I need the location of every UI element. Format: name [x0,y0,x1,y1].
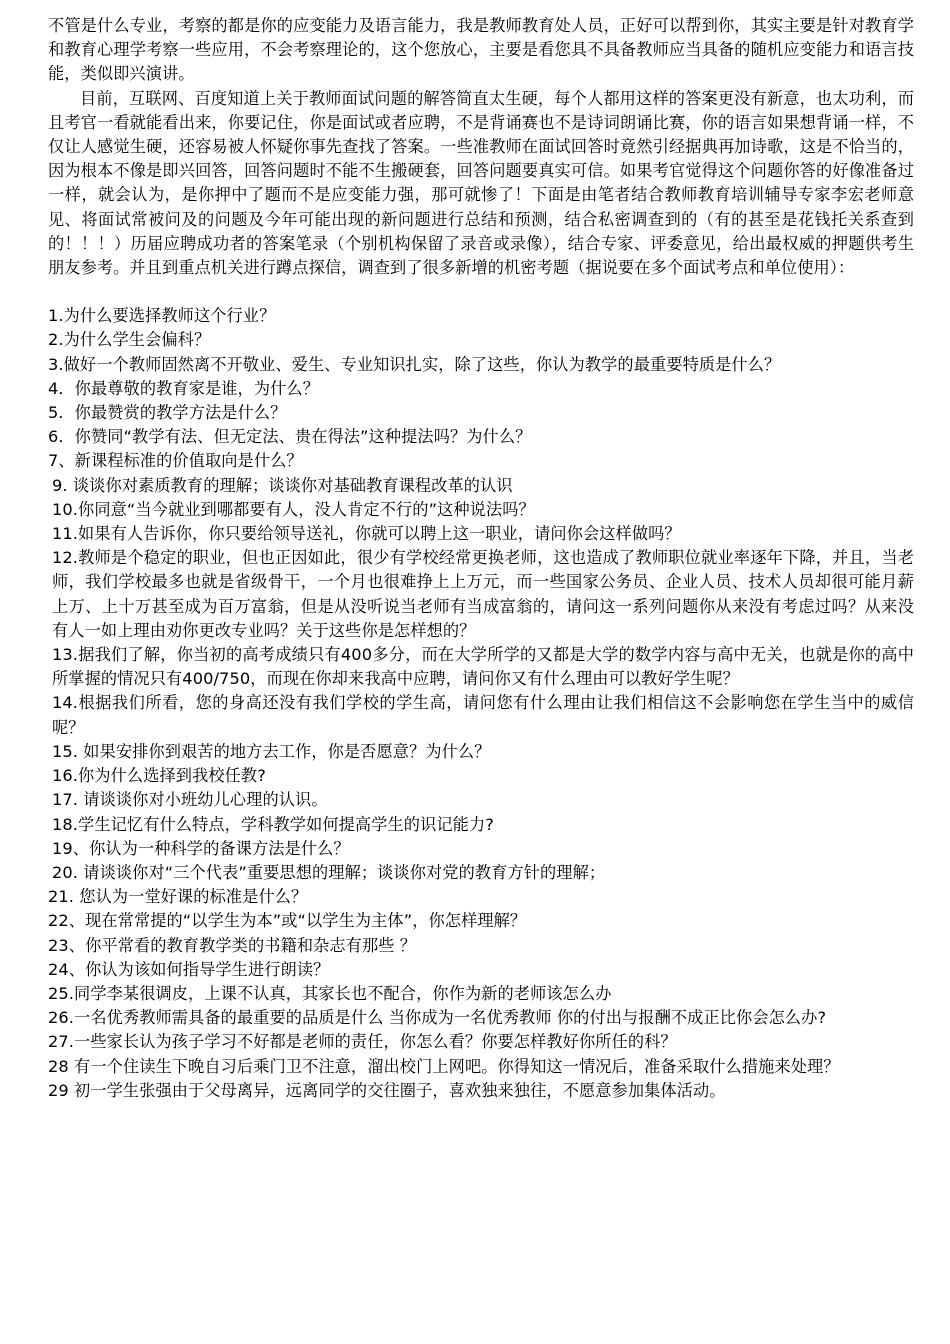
question-item: 29 初一学生张强由于父母离异，远离同学的交往圈子，喜欢独来独往，不愿意参加集体活动。 [48,1080,726,1100]
question-item: 10.你同意“当今就业到哪都要有人，没人肯定不行的”这种说法吗？ [52,499,535,519]
question-item: 15. 如果安排你到艰苦的地方去工作，你是否愿意？为什么？ [52,741,491,761]
question-item: 26.一名优秀教师需具备的最重要的品质是什么 当你成为一名优秀教师 你的付出与报酬不成正比你会怎么办? [48,1008,827,1028]
question-item: 12.教师是个稳定的职业，但也正因如此，很少有学校经常更换老师，这也造成了教师职位就业率逐年下降，并且，当老师，我们学校最多也就是省级骨干，一个月也很难挣上上万元，而一些国家公务员、企业人员、技术人员却很可能月薪上万、上十万甚至成为百万富翁，但是从没听说当老师有当成富翁的，请问这一系列问题你从来没有考虑过吗？从来没有人一如上理由劝你更改专业吗？关于这些你是怎样想的？ [52,548,914,640]
question-item: 28 有一个住读生下晚自习后乘门卫不注意，溜出校门上网吧。你得知这一情况后，准备采取什么措施来处理？ [48,1056,840,1076]
question-item: 7、新课程标准的价值取向是什么？ [48,451,303,471]
question-item: 25.同学李某很调皮，上课不认真，其家长也不配合，你作为新的老师该怎么办 [48,983,612,1003]
question-item: 14.根据我们所看，您的身高还没有我们学校的学生高，请问您有什么理由让我们相信这不会影响您在学生当中的威信呢？ [52,693,914,737]
question-item: 24、你认为该如何指导学生进行朗读？ [48,959,330,979]
document-body [48,14,914,1103]
question-item: 18.学生记忆有什么特点，学科教学如何提高学生的识记能力? [52,814,494,834]
question-item: 2.为什么学生会偏科？ [48,330,211,350]
question-item: 23、你平常看的教育教学类的书籍和杂志有那些 ？ [48,935,417,955]
intro-paragraph-1: 不管是什么专业，考察的都是你的应变能力及语言能力，我是教师教育处人员，正好可以帮到你，其实主要是针对教育学和教育心理学考察一些应用，不会考察理论的，这个您放心，主要是看您具不具备教师应当具备的随机应变能力和语言技能，类似即兴演讲。 [48,16,914,84]
question-item: 4．你最尊敬的教育家是谁，为什么？ [48,378,319,398]
question-list [48,304,914,1103]
question-item: 11.如果有人告诉你，你只要给领导送礼，你就可以聘上这一职业，请问你会这样做吗？ [52,524,681,544]
question-item: 13.据我们了解，你当初的高考成绩只有400多分，而在大学所学的又都是大学的数学内容与高中无关，也就是你的高中所掌握的情况只有400/750，而现在你却来我高中应聘，请问你又有什么理由可以教好学生呢？ [52,645,914,689]
question-item: 27.一些家长认为孩子学习不好都是老师的责任，你怎么看？你要怎样教好你所任的科？ [48,1032,677,1052]
question-item: 1.为什么要选择教师这个行业？ [48,306,276,326]
question-item: 16.你为什么选择到我校任教? [52,766,266,786]
question-item: 5．你最赞赏的教学方法是什么？ [48,403,287,423]
question-item: 19、你认为一种科学的备课方法是什么？ [52,838,350,858]
spacer [48,280,914,304]
question-item: 6．你赞同“教学有法、但无定法、贵在得法”这种提法吗？为什么？ [48,427,532,447]
question-item: 9. 谈谈你对素质教育的理解；谈谈你对基础教育课程改革的认识 [52,475,513,495]
question-item: 22、现在常常提的“以学生为本”或“以学生为主体”，你怎样理解？ [48,911,527,931]
question-item: 20. 请谈谈你对“三个代表”重要思想的理解；谈谈你对党的教育方针的理解； [52,862,606,882]
question-item: 3.做好一个教师固然离不开敬业、爱生、专业知识扎实，除了这些，你认为教学的最重要特质是什么？ [48,354,781,374]
intro-paragraph-2: 目前，互联网、百度知道上关于教师面试问题的解答简直太生硬，每个人都用这样的答案更没有新意，也太功利，而且考官一看就能看出来，你要记住，你是面试或者应聘，不是背诵赛也不是诗词朗诵比赛，你的语言如果想背诵一样，不仅让人感觉生硬，还容易被人怀疑你事先查找了答案。一些准教师在面试回答时竟然引经据典再加诗歌，这是不恰当的，因为根本不像是即兴回答，回答问题时不能不生搬硬套，回答问题要真实可信。如果考官觉得这个问题你答的好像准备过一样，就会认为，是你押中了题而不是应变能力强，那可就惨了！下面是由笔者结合教师教育培训辅导专家李宏老师意见、将面试常被问及的问题及今年可能出现的新问题进行总结和预测，结合私密调查到的（有的甚至是花钱托关系查到的！！！）历届应聘成功者的答案笔录（个别机构保留了录音或录像），结合专家、评委意见，给出最权威的押题供考生朋友参考。并且到重点机关进行蹲点探信，调查到了很多新增的机密考题（据说要在多个面试考点和单位使用）： [48,88,914,278]
question-item: 17. 请谈谈你对小班幼儿心理的认识。 [52,790,328,810]
question-item: 21. 您认为一堂好课的标准是什么？ [48,887,308,907]
